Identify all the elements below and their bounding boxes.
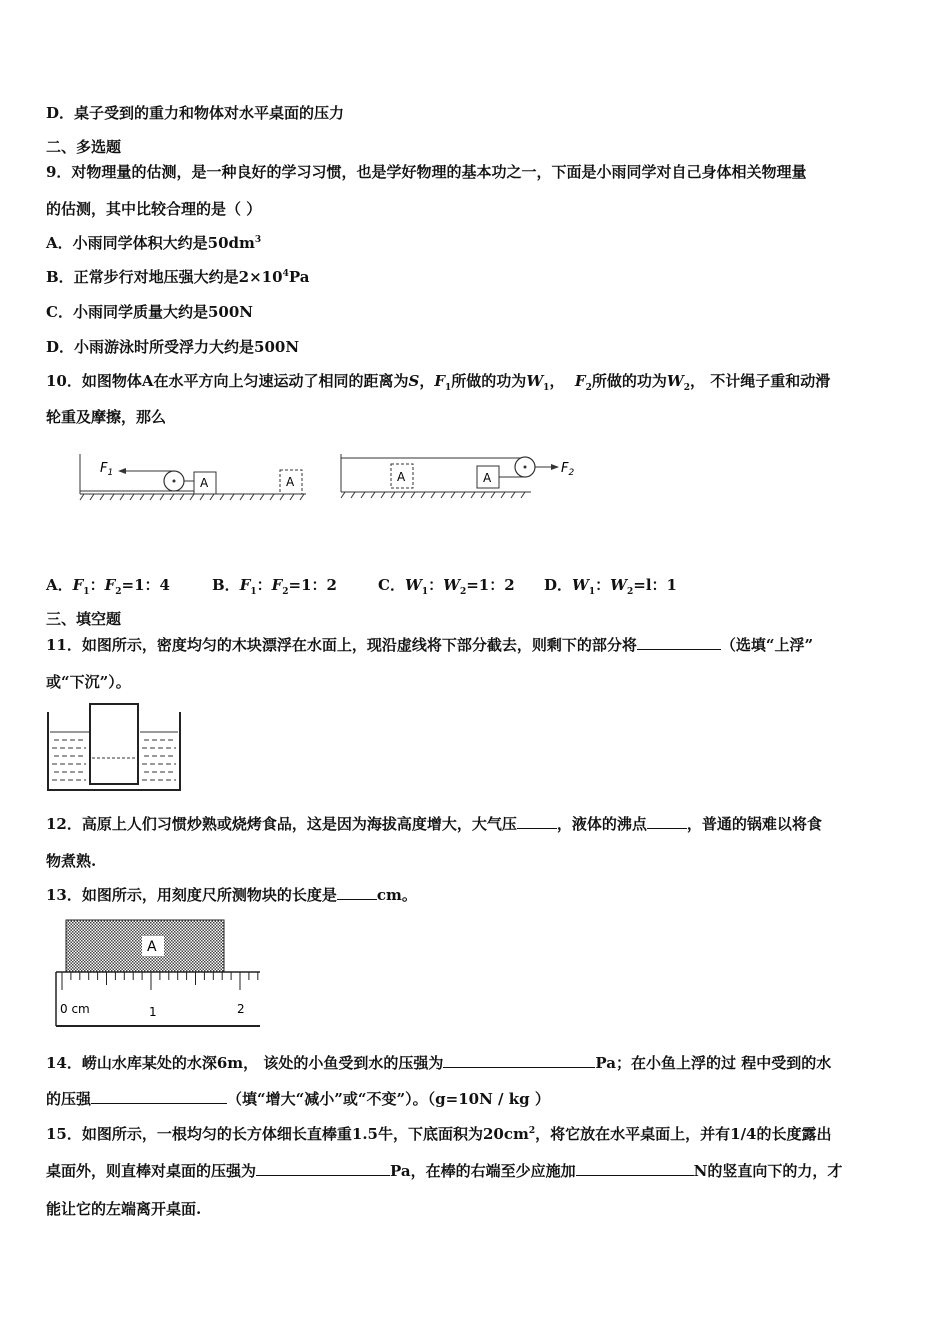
f1-label: $F_1$ (100, 461, 114, 478)
q8-option-d: D．桌子受到的重力和物体对水平桌面的压力 (46, 104, 345, 122)
block-a-label: A (200, 476, 209, 490)
tick-label-0: 0 cm (60, 1002, 90, 1016)
wall-hatch-left (80, 454, 306, 500)
section-title-multiple-choice: 二、多选题 (46, 138, 122, 156)
q10-figure-left (74, 450, 314, 502)
tick-label-1: 1 (149, 1005, 157, 1019)
wall-hatch-right (341, 454, 531, 498)
q10-stem-line2: 轮重及摩擦，那么 (46, 408, 167, 426)
q15-stem-line2: 桌面外，则直棒对桌面的压强为 Pa，在棒的右端至少应施加 N的竖直向下的力，才 (46, 1162, 843, 1180)
q11-answer-blank[interactable] (637, 635, 721, 650)
block-a-ghost-label: A (286, 475, 295, 489)
q10-option-d: D．$W_1$：$W_2=l$：1 (544, 576, 677, 597)
q14-stem-line2: 的压强 （填“增大“减小”或“不变”）。（g=10N / kg ） (46, 1090, 550, 1108)
q9-option-d: D．小雨游泳时所受浮力大约是500N (46, 338, 300, 356)
q11-figure-beaker (44, 702, 186, 796)
q15-blank-pressure[interactable] (256, 1161, 390, 1176)
arrow-f2 (551, 464, 559, 470)
q13-answer-blank[interactable] (337, 885, 377, 900)
q10-stem-line1: 10．如图物体A在水平方向上匀速运动了相同的距离为S，$F_1$所做的功为$W_1$， $F_2$所做的功为$W_2$， 不计绳子重和动滑 (46, 372, 831, 393)
q14-blank-change[interactable] (91, 1089, 227, 1104)
block-a-label-right: A (483, 471, 492, 485)
q14-stem-line1: 14．崂山水库某处的水深6m， 该处的小鱼受到水的压强为 Pa；在小鱼上浮的过 程中受到的水 (46, 1054, 832, 1072)
q9-option-c: C．小雨同学质量大约是500N (46, 303, 253, 321)
q13-stem: 13．如图所示，用刻度尺所测物块的长度是 cm。 (46, 886, 417, 904)
q10-option-a: A．$F_1$：$F_2=1$：4 (46, 576, 170, 597)
q12-stem-line1: 12．高原上人们习惯炒熟或烧烤食品，这是因为海拔高度增大，大气压 ，液体的沸点 ，普通的锅难以将食 (46, 815, 822, 833)
q14-blank-pressure[interactable] (443, 1053, 595, 1068)
q12-blank-pressure[interactable] (517, 814, 557, 829)
q10-option-c: C．$W_1$：$W_2=1$：2 (378, 576, 515, 597)
ruler-ticks (62, 972, 258, 990)
q12-blank-boiling[interactable] (647, 814, 687, 829)
wood-block (90, 704, 138, 784)
q10-option-b: B．$F_1$：$F_2=1$：2 (212, 576, 337, 597)
f2-label: $F_2$ (561, 461, 575, 478)
q13-figure-ruler (48, 916, 264, 1028)
pulley-right-axle (524, 466, 527, 469)
block-a-text: A (147, 939, 157, 955)
arrow-f1 (118, 468, 126, 474)
q10-options (46, 575, 677, 595)
q11-stem-line1: 11．如图所示，密度均匀的木块漂浮在水面上，现沿虚线将下部分截去，则剩下的部分将 （选填“上浮” (46, 636, 814, 654)
q9-option-a: A．小雨同学体积大约是$50dm^3$ (46, 234, 262, 252)
pulley-axle (173, 480, 176, 483)
q15-stem-line1: 15．如图所示，一根均匀的长方体细长直棒重1.5牛，下底面积为$20cm^2$，将它放在水平桌面上，并有1/4的长度露出 (46, 1125, 832, 1143)
q9-stem-line2: 的估测，其中比较合理的是（ ） (46, 200, 262, 218)
q9-stem-line1: 9．对物理量的估测，是一种良好的学习习惯，也是学好物理的基本功之一，下面是小雨同学对自己身体相关物理量 (46, 163, 807, 181)
tick-label-2: 2 (237, 1002, 245, 1016)
block-a-ghost-label-right: A (397, 470, 406, 484)
q11-stem-line2: 或“下沉”）。 (46, 673, 131, 691)
q9-option-b: B．正常步行对地压强大约是$2\times 10^4Pa$ (46, 268, 310, 286)
q12-stem-line2: 物煮熟. (46, 852, 97, 870)
q15-blank-force[interactable] (576, 1161, 694, 1176)
q15-stem-line3: 能让它的左端离开桌面. (46, 1200, 202, 1218)
q10-figure-right (335, 450, 585, 502)
section-title-fill-in: 三、填空题 (46, 610, 122, 628)
